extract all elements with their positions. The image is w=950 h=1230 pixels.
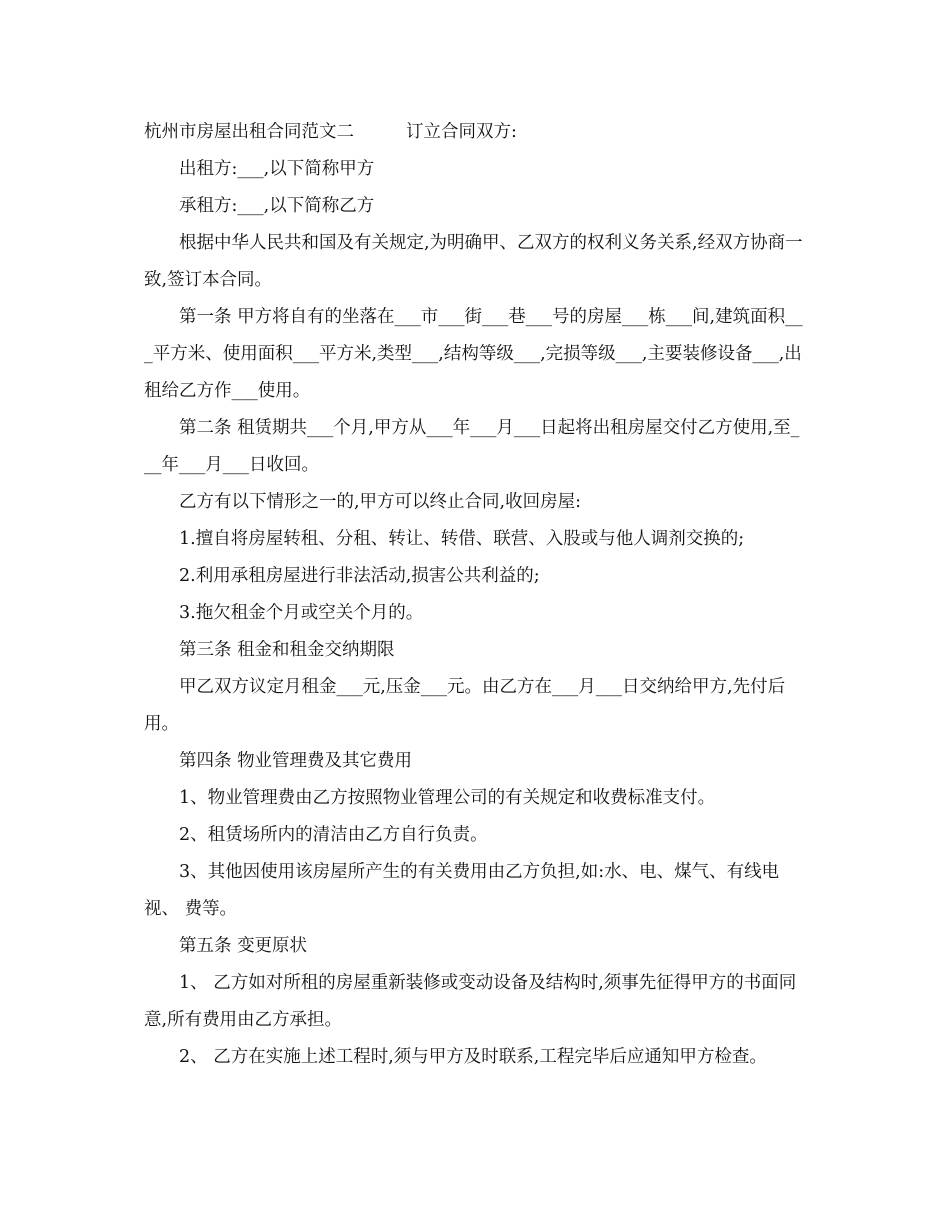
article-3-body: 甲乙双方议定月租金___元,压金___元。由乙方在___月___日交纳给甲方,先付后用。 (144, 677, 786, 734)
termination-intro: 乙方有以下情形之一的,甲方可以终止合同,收回房屋: (179, 492, 582, 512)
article-5-heading: 第五条 变更原状 (179, 936, 308, 956)
paragraph-lessor: 出租方:___,以下简称甲方 (179, 159, 375, 179)
title-suffix: 订立合同双方: (406, 122, 517, 142)
document-title: 杭州市房屋出租合同范文二 (144, 122, 354, 142)
contract-body (144, 114, 804, 1076)
paragraph-lessee: 承租方:___,以下简称乙方 (179, 196, 375, 216)
termination-item-3: 3.拖欠租金个月或空关个月的。 (179, 603, 424, 623)
article-2: 第二条 租赁期共___个月,甲方从___年___月___日起将出租房屋交付乙方使用,至___年___月___日收回。 (144, 418, 800, 475)
article-4-item-3: 3、其他因使用该房屋所产生的有关费用由乙方负担,如:水、电、煤气、有线电视、 费等。 (144, 862, 780, 919)
article-1: 第一条 甲方将自有的坐落在___市___街___巷___号的房屋___栋___间,建筑面积___平方米、使用面积___平方米,类型___,结构等级___,完损等级___,主要装修设备___,出租给乙方作___使用。 (144, 307, 803, 401)
termination-item-2: 2.利用承租房屋进行非法活动,损害公共利益的; (179, 566, 540, 586)
termination-item-1: 1.擅自将房屋转租、分租、转让、转借、联营、入股或与他人调剂交换的; (179, 529, 745, 549)
article-4-item-1: 1、物业管理费由乙方按照物业管理公司的有关规定和收费标准支付。 (179, 788, 716, 808)
article-5-item-1: 1、 乙方如对所租的房屋重新装修或变动设备及结构时,须事先征得甲方的书面同意,所有费用由乙方承担。 (144, 973, 797, 1030)
article-4-item-2: 2、租赁场所内的清洁由乙方自行负责。 (179, 825, 488, 845)
article-4-heading: 第四条 物业管理费及其它费用 (179, 751, 413, 771)
paragraph-preamble: 根据中华人民共和国及有关规定,为明确甲、乙双方的权利义务关系,经双方协商一致,签订本合同。 (144, 233, 803, 290)
article-5-item-2: 2、 乙方在实施上述工程时,须与甲方及时联系,工程完毕后应通知甲方检查。 (179, 1047, 767, 1067)
article-3-heading: 第三条 租金和租金交纳期限 (179, 640, 395, 660)
title-line (144, 114, 804, 151)
